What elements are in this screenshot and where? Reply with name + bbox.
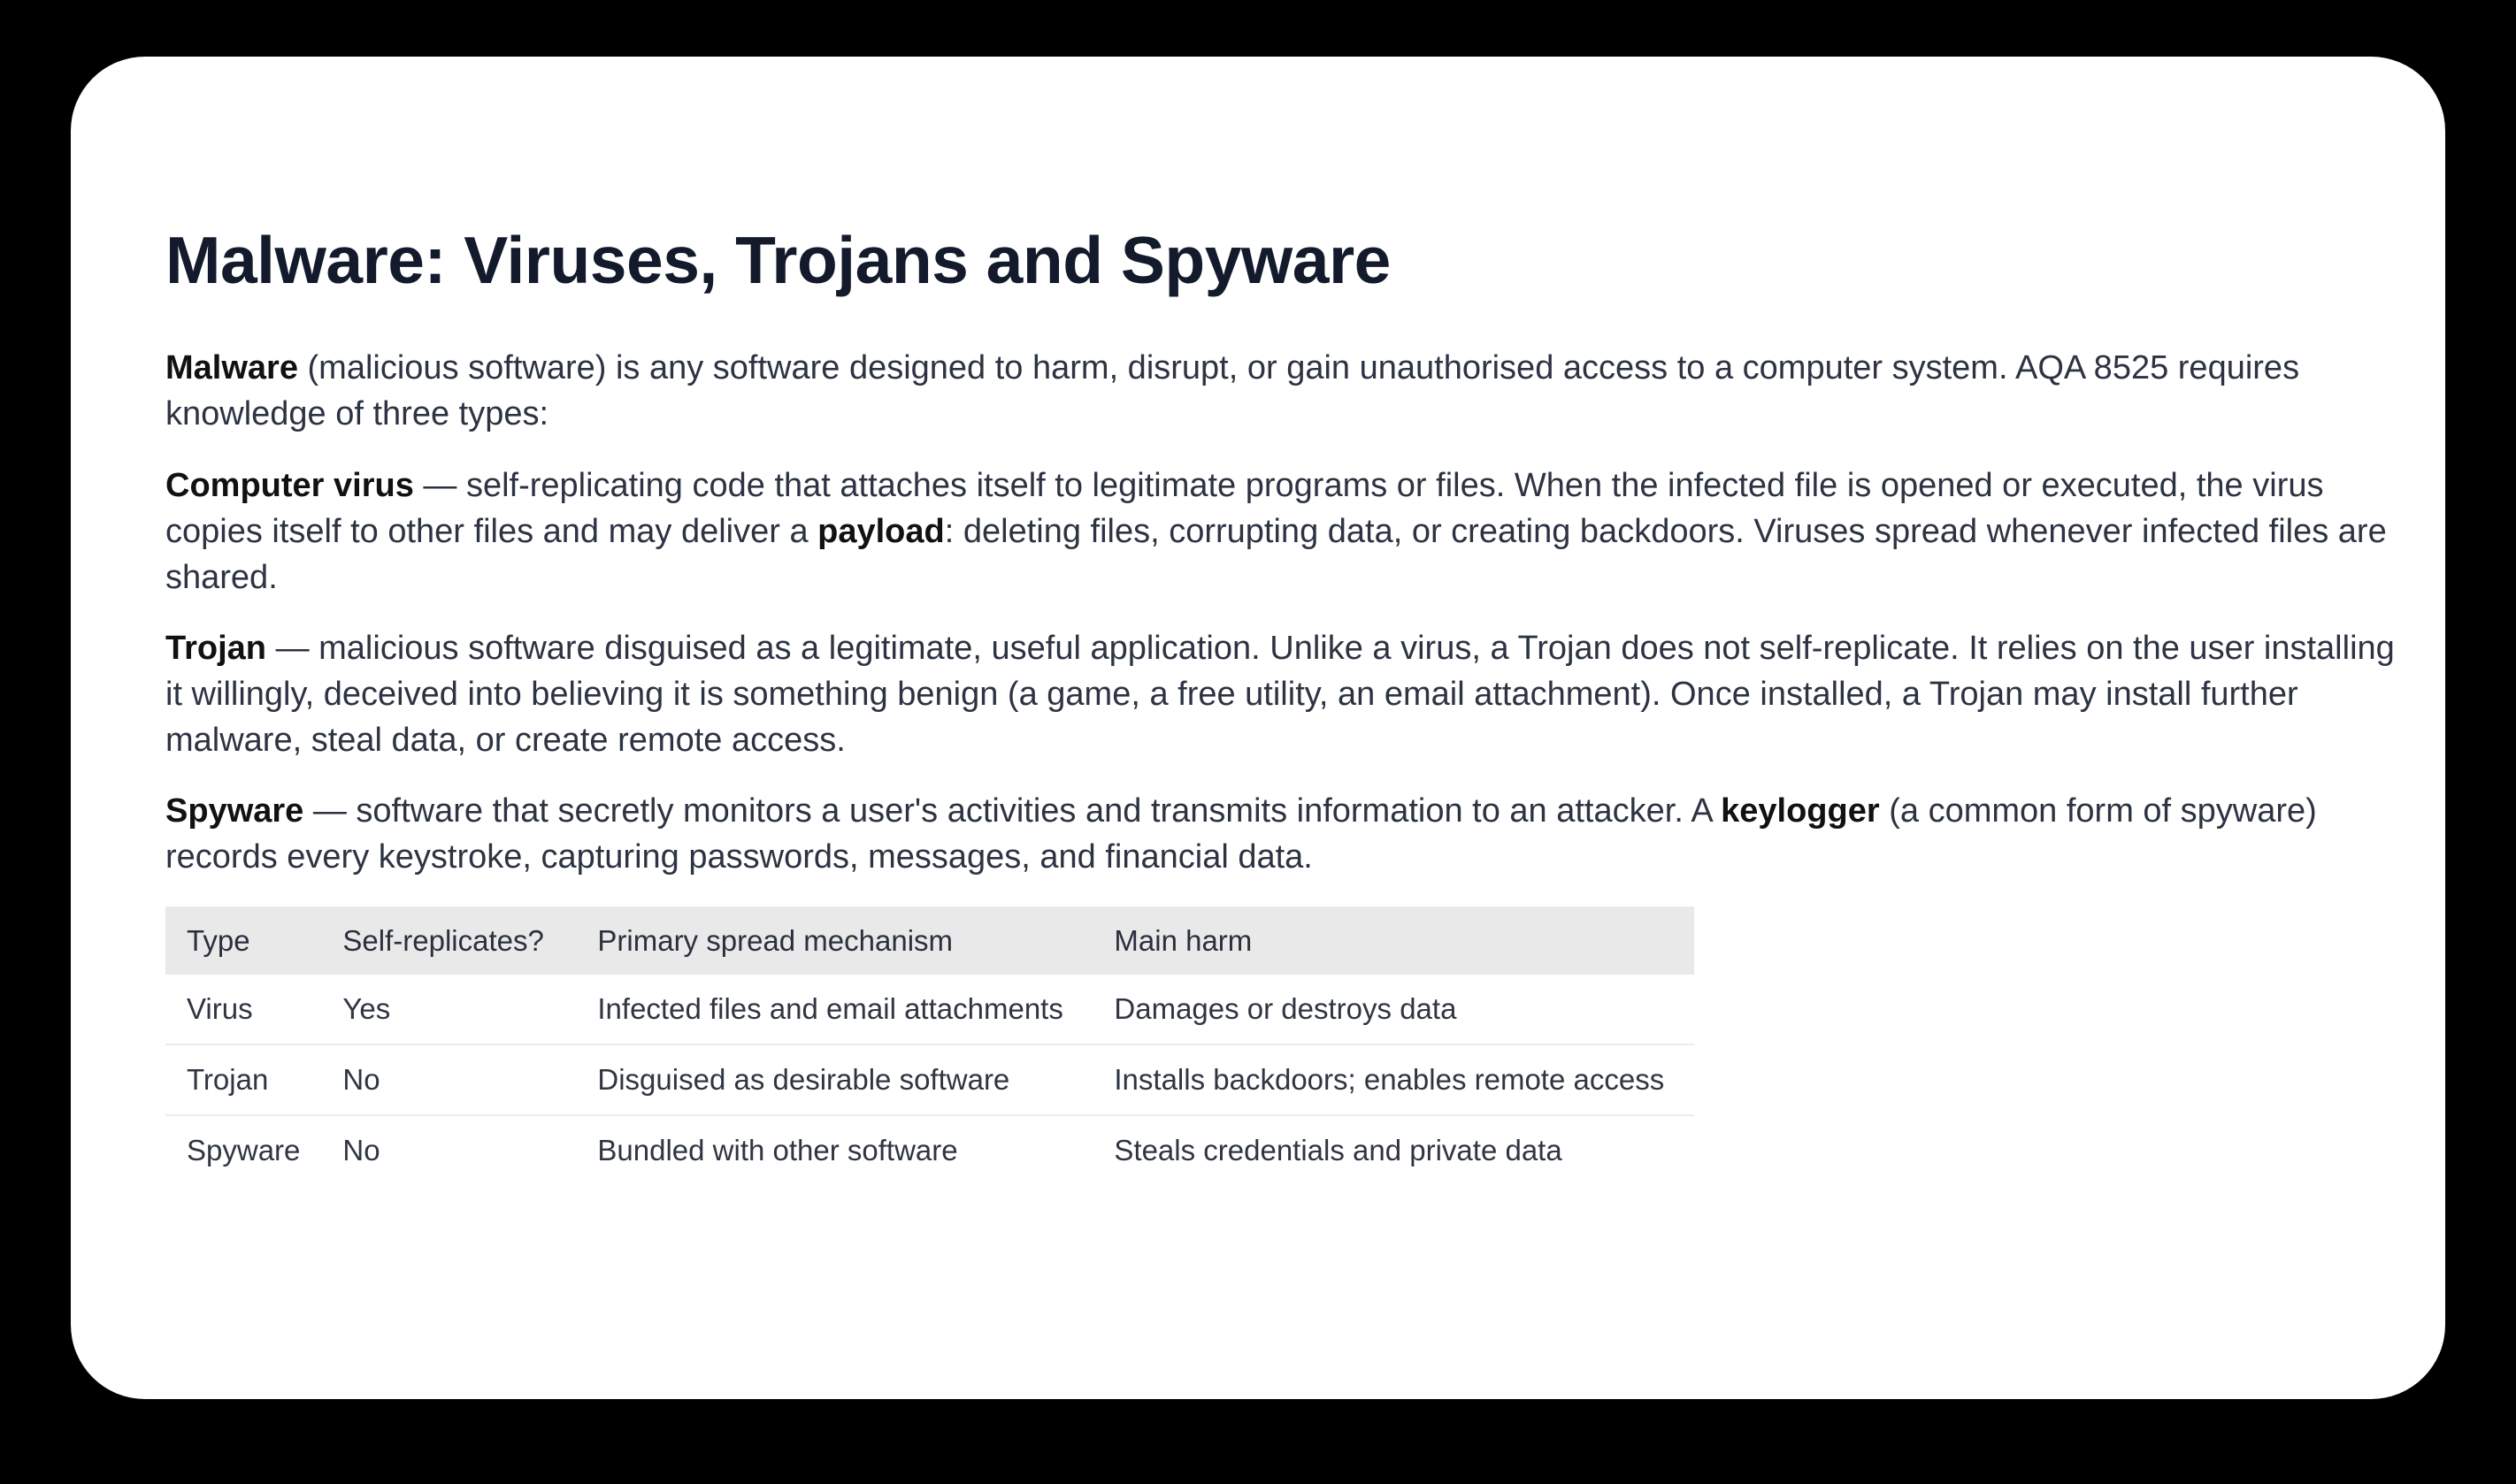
spyware-text-2: (a common form of spyware) records every keystroke, capturing passwords, messages, and financial data. [165, 792, 2317, 876]
trojan-text: — malicious software disguised as a legitimate, useful application. Unlike a virus, a Trojan does not self-replicate. It relies on the user installing it willingly, deceived into believing it is something benign (a game, a free utility, an email attachment). Once installed, a Trojan may install further malware, steal data, or create remote access. [165, 630, 2395, 759]
table-cell: Bundled with other software [597, 1134, 958, 1167]
table-cell: Installs backdoors; enables remote access [1093, 1044, 1694, 1115]
virus-text-2: : deleting files, corrupting data, or creating backdoors. Viruses spread whenever infected files are shared. [165, 513, 2387, 596]
table-row [165, 975, 1694, 1044]
intro-text: (malicious software) is any software designed to harm, disrupt, or gain unauthorised access to a computer system. AQA 8525 requires knowledge of three types: [165, 349, 2300, 432]
content-card [71, 57, 2445, 1399]
spyware-text-1: — software that secretly monitors a user's activities and transmits information to an attacker. A [303, 792, 1722, 830]
table-cell: No [342, 1134, 380, 1167]
trojan-term: Trojan [165, 630, 267, 667]
intro-paragraph [165, 345, 2412, 437]
table-cell: Steals credentials and private data [1114, 1134, 1562, 1167]
table-cell: Damages or destroys data [1093, 975, 1694, 1044]
spyware-term: Spyware [165, 792, 304, 830]
header-spread-mechanism: Primary spread mechanism [576, 906, 1093, 975]
table-header-row [165, 906, 1694, 975]
spyware-paragraph [165, 788, 2412, 880]
header-type: Type [165, 906, 321, 975]
malware-term: Malware [165, 349, 298, 386]
table-cell: Trojan [165, 1044, 321, 1115]
malware-comparison-table [165, 906, 1694, 1185]
table-cell: Spyware [187, 1134, 301, 1167]
keylogger-term: keylogger [1721, 792, 1880, 830]
virus-paragraph [165, 463, 2412, 600]
table-cell: Infected files and email attachments [576, 975, 1093, 1044]
virus-term: Computer virus [165, 467, 414, 504]
table-cell: Virus [165, 975, 321, 1044]
trojan-paragraph [165, 625, 2412, 763]
table-row [165, 1115, 1694, 1185]
header-main-harm: Main harm [1093, 906, 1694, 975]
table-cell: Disguised as desirable software [576, 1044, 1093, 1115]
payload-term: payload [817, 513, 945, 550]
table-row [165, 1044, 1694, 1115]
header-self-replicates: Self-replicates? [321, 906, 576, 975]
page-title: Malware: Viruses, Trojans and Spyware [165, 223, 1391, 297]
table-cell: No [321, 1044, 576, 1115]
virus-text-1: — self-replicating code that attaches itself to legitimate programs or files. When the infected file is opened or executed, the virus copies itself to other files and may deliver a [165, 467, 2324, 550]
table-cell: Yes [321, 975, 576, 1044]
